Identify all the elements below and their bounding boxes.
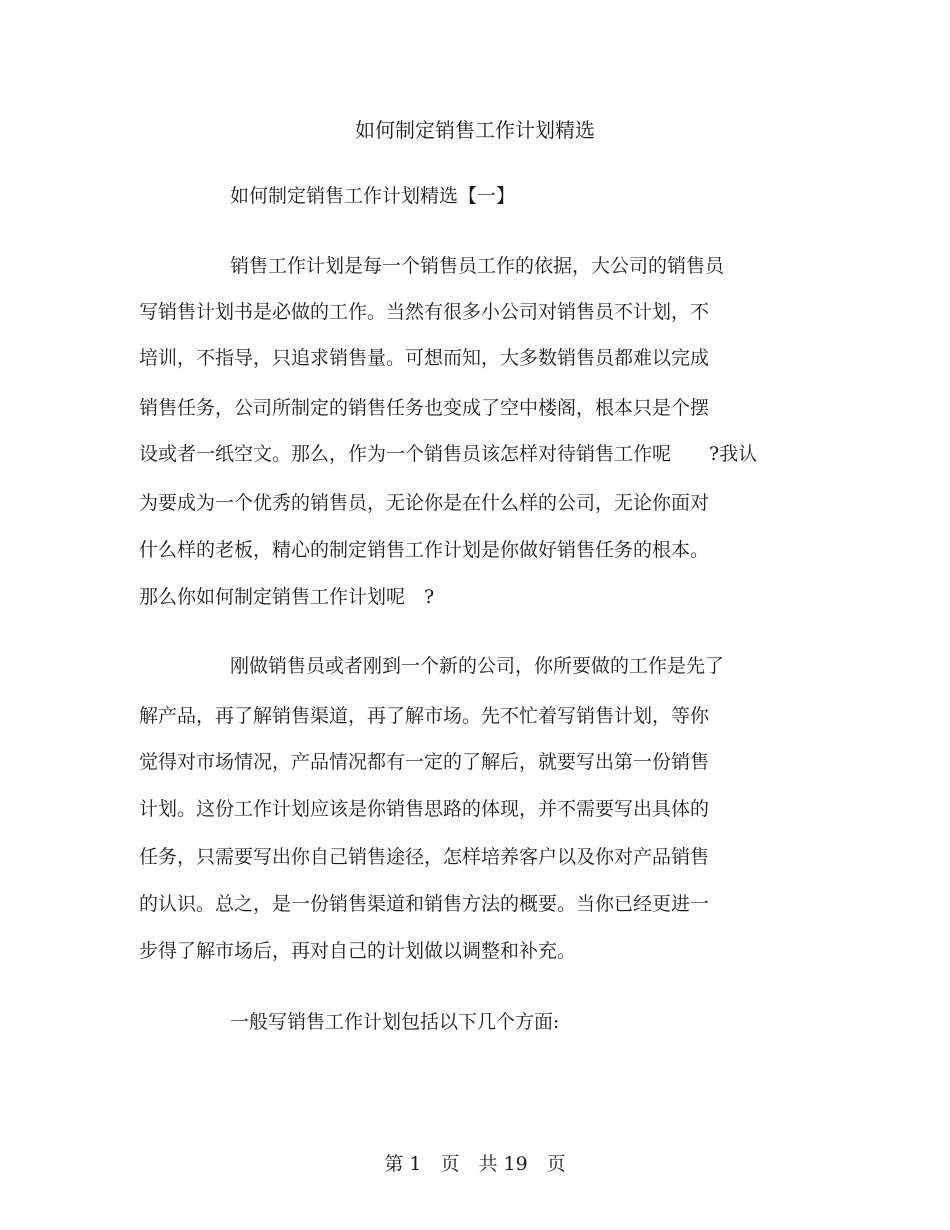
paragraph-2-line: 的认识。总之，是一份销售渠道和销售方法的概要。当你已经更进一 — [139, 893, 710, 915]
paragraph-2-line: 刚做销售员或者刚到一个新的公司，你所要做的工作是先了 — [230, 655, 725, 677]
paragraph-1-line: 那么你如何制定销售工作计划呢 ? — [139, 586, 435, 608]
paragraph-1-line: 设或者一纸空文。那么，作为一个销售员该怎样对待销售工作呢 ?我认 — [139, 443, 758, 465]
paragraph-1-line: 销售任务，公司所制定的销售任务也变成了空中楼阁，根本只是个摆 — [139, 397, 710, 419]
paragraph-2-line: 计划。这份工作计划应该是你销售思路的体现，并不需要写出具体的 — [139, 798, 710, 820]
document-title: 如何制定销售工作计划精选 — [355, 118, 595, 142]
paragraph-2-line: 解产品，再了解销售渠道，再了解市场。先不忙着写销售计划，等你 — [139, 705, 710, 727]
paragraph-1-line: 培训，不指导，只追求销售量。可想而知，大多数销售员都难以完成 — [139, 347, 710, 369]
page-footer: 第 1 页 共 19 页 — [384, 1153, 566, 1175]
paragraph-1-line: 写销售计划书是必做的工作。当然有很多小公司对销售员不计划，不 — [139, 301, 710, 323]
section-heading: 如何制定销售工作计划精选【一】 — [230, 185, 516, 207]
paragraph-1-line: 什么样的老板，精心的制定销售工作计划是你做好销售任务的根本。 — [139, 539, 710, 561]
paragraph-2-line: 步得了解市场后，再对自己的计划做以调整和补充。 — [139, 940, 577, 962]
paragraph-2-line: 觉得对市场情况，产品情况都有一定的了解后，就要写出第一份销售 — [139, 751, 710, 773]
paragraph-1-line: 为要成为一个优秀的销售员，无论你是在什么样的公司，无论你面对 — [139, 492, 710, 514]
paragraph-1-line: 销售工作计划是每一个销售员工作的依据，大公司的销售员 — [230, 255, 725, 277]
paragraph-3-line: 一般写销售工作计划包括以下几个方面: — [230, 1011, 560, 1033]
paragraph-2-line: 任务，只需要写出你自己销售途径，怎样培养客户以及你对产品销售 — [139, 846, 710, 868]
